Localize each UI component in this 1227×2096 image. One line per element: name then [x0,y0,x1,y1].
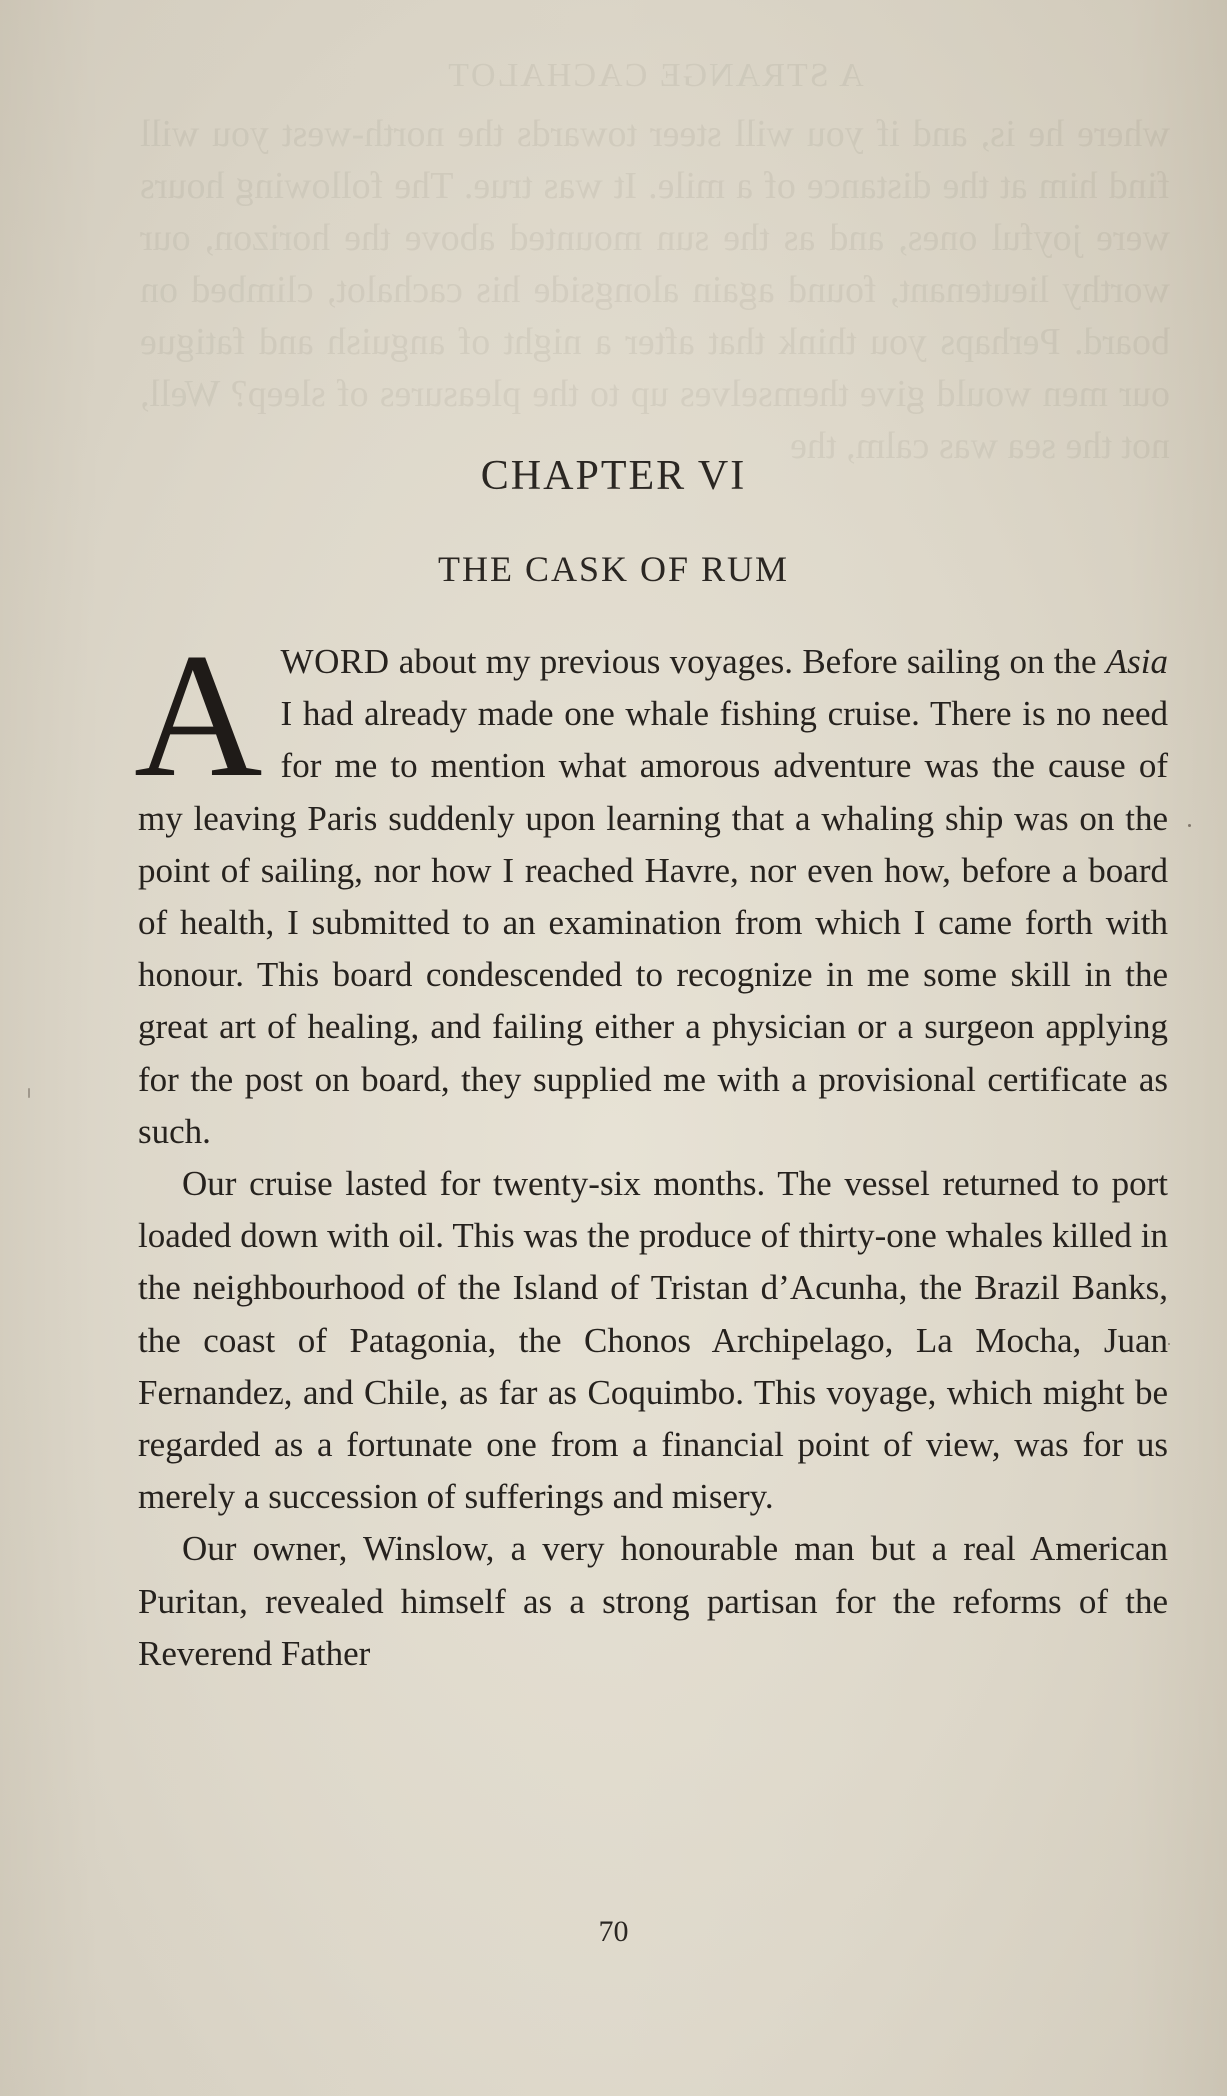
ship-name: Asia [1105,642,1168,681]
show-through-body: where he is, and if you will steer towards the north-west you will find him at the distance of a mile. It was true. The following hours were joyful ones, and as the sun mounted above the horizon, our worthy lieutenant, found again alongside his cachalot, climbed on board. Perhaps you think that after a night of anguish and fatigue our men would give themselves up to the pleasures of sleep? Well, not the sea was calm, the [140,113,1170,467]
chapter-title: THE CASK OF RUM [437,549,790,589]
paper-mark [28,1088,30,1098]
paper-speck [1168,1343,1170,1345]
paragraph-2: Our cruise lasted for twenty-six months. The vessel returned to port loaded down with oil. This was the produce of thirty-one whales killed in the neighbourhood of the Island of Tristan d’Acunha, the Brazil Banks, the coast of Patagonia, the Chonos Archipelago, La Mocha, Juan Fernandez, and Chile, as far as Coquimbo. This voyage, which might be regarded as a fortunate one from a financial point of view, was for us merely a succession of sufferings and misery. [138,1164,1168,1517]
show-through-header: A STRANGE CACHALOT [446,57,864,94]
paragraph-1-text-a: about my previous voyages. Before sailing on the [389,642,1106,681]
show-through-text [140,50,1170,472]
paragraph-1 [134,616,1168,1158]
drop-cap: A [134,616,263,814]
paper-speck [1188,824,1191,827]
body-text [134,616,1168,1680]
paragraph-3: Our owner, Winslow, a very honourable man but a real American Puritan, revealed himself as a strong partisan for the reforms of the Reverend Father [138,1529,1168,1673]
page-number: 70 [598,1915,629,1948]
chapter-number: CHAPTER VI [480,453,747,499]
paragraph-1-text-b: I had already made one whale fishing cruise. There is no need for me to mention what amorous adventure was the cause of my leaving Paris suddenly upon learning that a whaling ship was on the point of sailing, nor how I reached Havre, nor even how, before a board of health, I submitted to an examination from which I came forth with honour. This board condescended to recognize in me some skill in the great art of healing, and failing either a physician or a surgeon applying for the post on board, they supplied me with a provisional certificate as such. [138,694,1168,1151]
first-word: WORD [280,642,390,681]
